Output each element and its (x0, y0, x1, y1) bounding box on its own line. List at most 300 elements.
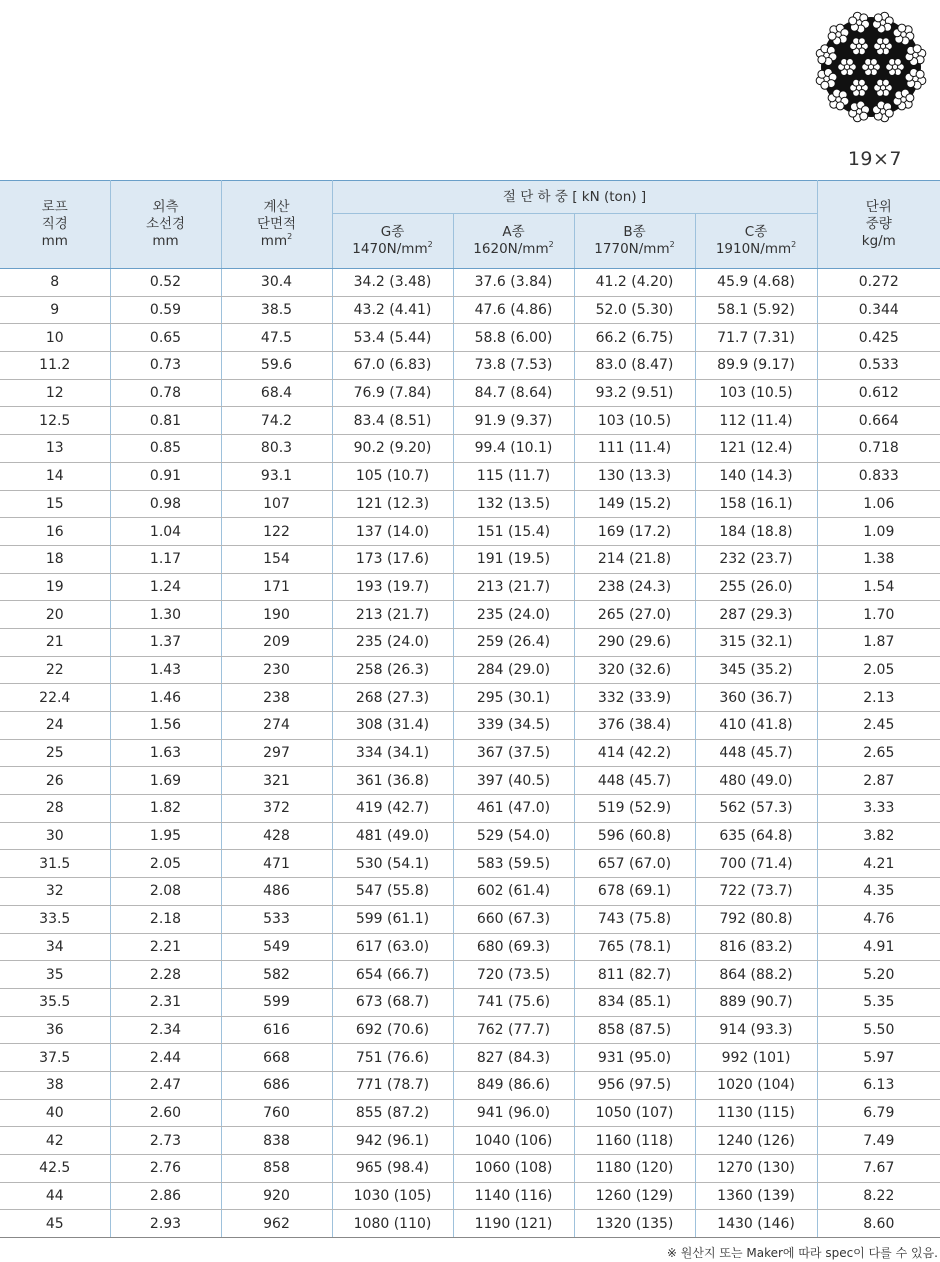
table-cell: 83.0 (8.47) (574, 352, 695, 380)
table-cell: 19 (0, 573, 110, 601)
table-cell: 992 (101) (695, 1044, 817, 1072)
table-cell: 255 (26.0) (695, 573, 817, 601)
table-cell: 2.05 (817, 656, 940, 684)
table-cell: 103 (10.5) (695, 379, 817, 407)
table-cell: 414 (42.2) (574, 739, 695, 767)
table-cell: 2.45 (817, 712, 940, 740)
table-row (0, 1016, 940, 1044)
table-cell: 583 (59.5) (453, 850, 574, 878)
table-cell: 7.49 (817, 1127, 940, 1155)
table-cell: 1320 (135) (574, 1210, 695, 1238)
table-cell: 35 (0, 961, 110, 989)
table-cell: 14 (0, 462, 110, 490)
table-cell: 372 (221, 795, 332, 823)
table-cell: 743 (75.8) (574, 905, 695, 933)
table-cell: 297 (221, 739, 332, 767)
table-cell: 1190 (121) (453, 1210, 574, 1238)
table-cell: 73.8 (7.53) (453, 352, 574, 380)
table-cell: 11.2 (0, 352, 110, 380)
table-cell: 771 (78.7) (332, 1071, 453, 1099)
table-cell: 2.28 (110, 961, 221, 989)
table-cell: 962 (221, 1210, 332, 1238)
table-cell: 149 (15.2) (574, 490, 695, 518)
table-cell: 654 (66.7) (332, 961, 453, 989)
table-cell: 816 (83.2) (695, 933, 817, 961)
table-row (0, 490, 940, 518)
table-cell: 617 (63.0) (332, 933, 453, 961)
table-cell: 24 (0, 712, 110, 740)
table-cell: 22.4 (0, 684, 110, 712)
table-cell: 5.50 (817, 1016, 940, 1044)
table-cell: 530 (54.1) (332, 850, 453, 878)
table-cell: 533 (221, 905, 332, 933)
table-cell: 238 (221, 684, 332, 712)
table-cell: 582 (221, 961, 332, 989)
table-cell: 889 (90.7) (695, 988, 817, 1016)
table-cell: 1.46 (110, 684, 221, 712)
table-cell: 692 (70.6) (332, 1016, 453, 1044)
table-row (0, 739, 940, 767)
table-cell: 2.93 (110, 1210, 221, 1238)
table-row (0, 1210, 940, 1238)
table-row (0, 1127, 940, 1155)
table-cell: 22 (0, 656, 110, 684)
table-cell: 6.13 (817, 1071, 940, 1099)
table-cell: 942 (96.1) (332, 1127, 453, 1155)
table-cell: 2.18 (110, 905, 221, 933)
table-cell: 35.5 (0, 988, 110, 1016)
table-cell: 596 (60.8) (574, 822, 695, 850)
table-row (0, 1071, 940, 1099)
table-cell: 448 (45.7) (695, 739, 817, 767)
table-cell: 274 (221, 712, 332, 740)
table-cell: 2.31 (110, 988, 221, 1016)
table-cell: 486 (221, 878, 332, 906)
table-cell: 1130 (115) (695, 1099, 817, 1127)
table-cell: 811 (82.7) (574, 961, 695, 989)
table-row (0, 628, 940, 656)
table-cell: 1040 (106) (453, 1127, 574, 1155)
table-cell: 31.5 (0, 850, 110, 878)
table-cell: 1.70 (817, 601, 940, 629)
table-cell: 1240 (126) (695, 1127, 817, 1155)
table-cell: 58.8 (6.00) (453, 324, 574, 352)
table-cell: 83.4 (8.51) (332, 407, 453, 435)
table-cell: 838 (221, 1127, 332, 1155)
table-cell: 58.1 (5.92) (695, 296, 817, 324)
table-cell: 1.24 (110, 573, 221, 601)
table-cell: 287 (29.3) (695, 601, 817, 629)
table-cell: 80.3 (221, 435, 332, 463)
table-cell: 37.6 (3.84) (453, 269, 574, 297)
header-grade-g: G종 $1470N/mm^2$ (332, 214, 453, 269)
table-cell: 111 (11.4) (574, 435, 695, 463)
table-cell: 15 (0, 490, 110, 518)
header-grade-a: A종 $1620N/mm^2$ (453, 214, 574, 269)
table-cell: 213 (21.7) (332, 601, 453, 629)
table-cell: 76.9 (7.84) (332, 379, 453, 407)
table-cell: 2.34 (110, 1016, 221, 1044)
table-cell: 30.4 (221, 269, 332, 297)
table-cell: 0.73 (110, 352, 221, 380)
header-rope-diameter: 로프 직경 mm (0, 181, 110, 269)
table-cell: 792 (80.8) (695, 905, 817, 933)
table-cell: 6.79 (817, 1099, 940, 1127)
table-cell: 295 (30.1) (453, 684, 574, 712)
table-cell: 765 (78.1) (574, 933, 695, 961)
table-cell: 53.4 (5.44) (332, 324, 453, 352)
table-cell: 0.718 (817, 435, 940, 463)
table-row (0, 961, 940, 989)
table-cell: 12 (0, 379, 110, 407)
table-cell: 410 (41.8) (695, 712, 817, 740)
table-cell: 191 (19.5) (453, 545, 574, 573)
table-cell: 419 (42.7) (332, 795, 453, 823)
table-row (0, 795, 940, 823)
table-cell: 25 (0, 739, 110, 767)
table-row (0, 1044, 940, 1072)
table-cell: 103 (10.5) (574, 407, 695, 435)
table-cell: 38 (0, 1071, 110, 1099)
table-cell: 320 (32.6) (574, 656, 695, 684)
table-cell: 112 (11.4) (695, 407, 817, 435)
table-cell: 599 (61.1) (332, 905, 453, 933)
table-cell: 2.60 (110, 1099, 221, 1127)
table-cell: 549 (221, 933, 332, 961)
table-cell: 941 (96.0) (453, 1099, 574, 1127)
table-cell: 13 (0, 435, 110, 463)
table-row (0, 324, 940, 352)
table-cell: 2.08 (110, 878, 221, 906)
table-cell: 37.5 (0, 1044, 110, 1072)
table-cell: 105 (10.7) (332, 462, 453, 490)
table-cell: 635 (64.8) (695, 822, 817, 850)
header-breaking-load: 절 단 하 중 [ kN (ton) ] (332, 181, 817, 214)
table-cell: 315 (32.1) (695, 628, 817, 656)
table-row (0, 656, 940, 684)
table-cell: 1.30 (110, 601, 221, 629)
table-cell: 1140 (116) (453, 1182, 574, 1210)
table-cell: 40 (0, 1099, 110, 1127)
table-cell: 137 (14.0) (332, 518, 453, 546)
table-cell: 93.2 (9.51) (574, 379, 695, 407)
table-cell: 481 (49.0) (332, 822, 453, 850)
table-cell: 1.04 (110, 518, 221, 546)
wire-rope-spec-table (0, 180, 940, 1238)
table-cell: 1.82 (110, 795, 221, 823)
table-row (0, 518, 940, 546)
table-cell: 931 (95.0) (574, 1044, 695, 1072)
table-row (0, 822, 940, 850)
table-cell: 5.35 (817, 988, 940, 1016)
table-cell: 461 (47.0) (453, 795, 574, 823)
table-cell: 360 (36.7) (695, 684, 817, 712)
table-cell: 562 (57.3) (695, 795, 817, 823)
table-cell: 74.2 (221, 407, 332, 435)
table-cell: 855 (87.2) (332, 1099, 453, 1127)
table-cell: 0.65 (110, 324, 221, 352)
table-cell: 59.6 (221, 352, 332, 380)
table-row (0, 684, 940, 712)
table-cell: 3.82 (817, 822, 940, 850)
table-cell: 2.73 (110, 1127, 221, 1155)
table-cell: 471 (221, 850, 332, 878)
table-cell: 32 (0, 878, 110, 906)
table-cell: 154 (221, 545, 332, 573)
table-cell: 321 (221, 767, 332, 795)
table-cell: 1430 (146) (695, 1210, 817, 1238)
table-cell: 66.2 (6.75) (574, 324, 695, 352)
table-cell: 99.4 (10.1) (453, 435, 574, 463)
table-cell: 367 (37.5) (453, 739, 574, 767)
table-cell: 1060 (108) (453, 1155, 574, 1183)
table-row (0, 767, 940, 795)
table-row (0, 601, 940, 629)
table-cell: 43.2 (4.41) (332, 296, 453, 324)
table-cell: 965 (98.4) (332, 1155, 453, 1183)
table-cell: 0.78 (110, 379, 221, 407)
table-cell: 2.87 (817, 767, 940, 795)
table-cell: 1.17 (110, 545, 221, 573)
table-cell: 20 (0, 601, 110, 629)
table-cell: 171 (221, 573, 332, 601)
table-cell: 0.272 (817, 269, 940, 297)
table-cell: 1.54 (817, 573, 940, 601)
table-cell: 8.60 (817, 1210, 940, 1238)
footnote: ※ 원산지 또는 Maker에 따라 spec이 다를 수 있음. (666, 1246, 938, 1260)
wire-rope-cross-section-icon (806, 2, 936, 132)
table-cell: 4.35 (817, 878, 940, 906)
table-row (0, 269, 940, 297)
table-cell: 751 (76.6) (332, 1044, 453, 1072)
table-cell: 122 (221, 518, 332, 546)
table-cell: 45 (0, 1210, 110, 1238)
table-cell: 45.9 (4.68) (695, 269, 817, 297)
table-cell: 339 (34.5) (453, 712, 574, 740)
table-cell: 673 (68.7) (332, 988, 453, 1016)
table-cell: 209 (221, 628, 332, 656)
table-cell: 1.38 (817, 545, 940, 573)
table-cell: 8 (0, 269, 110, 297)
table-cell: 265 (27.0) (574, 601, 695, 629)
table-cell: 1080 (110) (332, 1210, 453, 1238)
table-cell: 678 (69.1) (574, 878, 695, 906)
table-cell: 28 (0, 795, 110, 823)
table-cell: 1270 (130) (695, 1155, 817, 1183)
table-cell: 376 (38.4) (574, 712, 695, 740)
table-cell: 2.76 (110, 1155, 221, 1183)
table-cell: 34 (0, 933, 110, 961)
table-row (0, 933, 940, 961)
table-cell: 680 (69.3) (453, 933, 574, 961)
table-row (0, 545, 940, 573)
table-cell: 1.56 (110, 712, 221, 740)
table-cell: 361 (36.8) (332, 767, 453, 795)
table-cell: 760 (221, 1099, 332, 1127)
table-cell: 235 (24.0) (332, 628, 453, 656)
table-cell: 67.0 (6.83) (332, 352, 453, 380)
table-row (0, 988, 940, 1016)
table-cell: 284 (29.0) (453, 656, 574, 684)
table-cell: 8.22 (817, 1182, 940, 1210)
table-cell: 0.98 (110, 490, 221, 518)
table-cell: 428 (221, 822, 332, 850)
table-row (0, 462, 940, 490)
rope-construction-code: 19×7 (847, 148, 902, 170)
table-cell: 89.9 (9.17) (695, 352, 817, 380)
table-cell: 33.5 (0, 905, 110, 933)
table-cell: 235 (24.0) (453, 601, 574, 629)
table-cell: 660 (67.3) (453, 905, 574, 933)
table-cell: 68.4 (221, 379, 332, 407)
table-cell: 193 (19.7) (332, 573, 453, 601)
table-cell: 1180 (120) (574, 1155, 695, 1183)
table-header (0, 181, 940, 269)
header-calculated-area: 계산 단면적 $mm^2$ (221, 181, 332, 269)
table-cell: 121 (12.4) (695, 435, 817, 463)
table-cell: 4.76 (817, 905, 940, 933)
table-cell: 397 (40.5) (453, 767, 574, 795)
table-cell: 5.97 (817, 1044, 940, 1072)
table-row (0, 296, 940, 324)
table-cell: 34.2 (3.48) (332, 269, 453, 297)
table-cell: 920 (221, 1182, 332, 1210)
table-cell: 668 (221, 1044, 332, 1072)
table-cell: 93.1 (221, 462, 332, 490)
table-cell: 448 (45.7) (574, 767, 695, 795)
header-grade-b: B종 $1770N/mm^2$ (574, 214, 695, 269)
table-cell: 1.69 (110, 767, 221, 795)
table-cell: 599 (221, 988, 332, 1016)
table-cell: 1.95 (110, 822, 221, 850)
table-cell: 71.7 (7.31) (695, 324, 817, 352)
table-row (0, 435, 940, 463)
table-cell: 84.7 (8.64) (453, 379, 574, 407)
table-row (0, 379, 940, 407)
table-cell: 169 (17.2) (574, 518, 695, 546)
table-cell: 2.21 (110, 933, 221, 961)
table-cell: 2.65 (817, 739, 940, 767)
table-cell: 1.87 (817, 628, 940, 656)
table-cell: 849 (86.6) (453, 1071, 574, 1099)
table-cell: 268 (27.3) (332, 684, 453, 712)
table-cell: 184 (18.8) (695, 518, 817, 546)
table-cell: 0.533 (817, 352, 940, 380)
table-cell: 1360 (139) (695, 1182, 817, 1210)
table-cell: 722 (73.7) (695, 878, 817, 906)
table-cell: 657 (67.0) (574, 850, 695, 878)
table-cell: 107 (221, 490, 332, 518)
table-cell: 834 (85.1) (574, 988, 695, 1016)
table-cell: 90.2 (9.20) (332, 435, 453, 463)
table-cell: 334 (34.1) (332, 739, 453, 767)
table-cell: 762 (77.7) (453, 1016, 574, 1044)
table-cell: 0.85 (110, 435, 221, 463)
table-cell: 480 (49.0) (695, 767, 817, 795)
table-cell: 158 (16.1) (695, 490, 817, 518)
table-cell: 1020 (104) (695, 1071, 817, 1099)
table-cell: 47.5 (221, 324, 332, 352)
table-cell: 21 (0, 628, 110, 656)
table-cell: 121 (12.3) (332, 490, 453, 518)
header-unit-weight: 단위 중량 kg/m (817, 181, 940, 269)
table-cell: 616 (221, 1016, 332, 1044)
table-cell: 529 (54.0) (453, 822, 574, 850)
table-cell: 132 (13.5) (453, 490, 574, 518)
table-cell: 42 (0, 1127, 110, 1155)
table-row (0, 905, 940, 933)
table-cell: 5.20 (817, 961, 940, 989)
table-row (0, 1182, 940, 1210)
table-cell: 2.44 (110, 1044, 221, 1072)
table-cell: 547 (55.8) (332, 878, 453, 906)
table-cell: 52.0 (5.30) (574, 296, 695, 324)
table-row (0, 850, 940, 878)
table-cell: 1260 (129) (574, 1182, 695, 1210)
table-cell: 12.5 (0, 407, 110, 435)
table-cell: 0.52 (110, 269, 221, 297)
table-row (0, 712, 940, 740)
table-row (0, 352, 940, 380)
table-cell: 858 (221, 1155, 332, 1183)
table-cell: 1030 (105) (332, 1182, 453, 1210)
table-cell: 3.33 (817, 795, 940, 823)
table-cell: 0.833 (817, 462, 940, 490)
table-cell: 741 (75.6) (453, 988, 574, 1016)
table-cell: 115 (11.7) (453, 462, 574, 490)
table-cell: 345 (35.2) (695, 656, 817, 684)
header-grade-c: C종 $1910N/mm^2$ (695, 214, 817, 269)
table-row (0, 1155, 940, 1183)
table-cell: 259 (26.4) (453, 628, 574, 656)
table-cell: 42.5 (0, 1155, 110, 1183)
table-cell: 238 (24.3) (574, 573, 695, 601)
table-cell: 10 (0, 324, 110, 352)
table-cell: 308 (31.4) (332, 712, 453, 740)
table-body (0, 269, 940, 1238)
table-cell: 2.05 (110, 850, 221, 878)
table-cell: 151 (15.4) (453, 518, 574, 546)
table-cell: 2.47 (110, 1071, 221, 1099)
table-cell: 214 (21.8) (574, 545, 695, 573)
table-cell: 720 (73.5) (453, 961, 574, 989)
table-cell: 232 (23.7) (695, 545, 817, 573)
table-cell: 602 (61.4) (453, 878, 574, 906)
table-cell: 1050 (107) (574, 1099, 695, 1127)
table-cell: 213 (21.7) (453, 573, 574, 601)
table-cell: 332 (33.9) (574, 684, 695, 712)
table-cell: 0.612 (817, 379, 940, 407)
table-cell: 9 (0, 296, 110, 324)
table-cell: 38.5 (221, 296, 332, 324)
table-cell: 0.344 (817, 296, 940, 324)
table-cell: 91.9 (9.37) (453, 407, 574, 435)
table-row (0, 878, 940, 906)
table-cell: 41.2 (4.20) (574, 269, 695, 297)
table-cell: 956 (97.5) (574, 1071, 695, 1099)
table-cell: 864 (88.2) (695, 961, 817, 989)
table-cell: 1160 (118) (574, 1127, 695, 1155)
table-row (0, 407, 940, 435)
table-cell: 4.91 (817, 933, 940, 961)
table-cell: 2.86 (110, 1182, 221, 1210)
table-cell: 1.37 (110, 628, 221, 656)
header-outer-wire-diameter: 외측 소선경 mm (110, 181, 221, 269)
table-cell: 0.425 (817, 324, 940, 352)
table-cell: 0.91 (110, 462, 221, 490)
table-cell: 47.6 (4.86) (453, 296, 574, 324)
table-cell: 130 (13.3) (574, 462, 695, 490)
